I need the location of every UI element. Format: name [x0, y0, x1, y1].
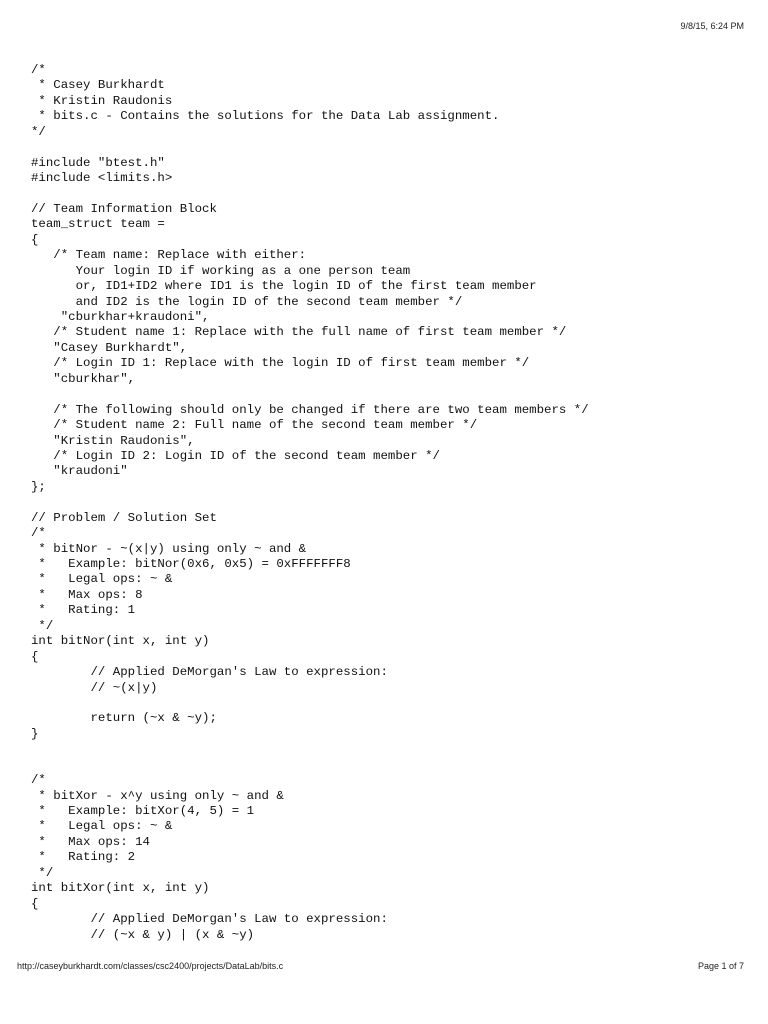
code-line: "cburkhar+kraudoni",: [31, 310, 210, 324]
code-line: */: [31, 124, 46, 139]
print-timestamp: 9/8/15, 6:24 PM: [680, 21, 744, 31]
code-line: [31, 387, 751, 402]
code-line: "Casey Burkhardt",: [31, 340, 188, 355]
code-line: "Kristin Raudonis",: [31, 433, 195, 448]
code-line: /* Login ID 1: Replace with the login ID of first team member */: [31, 356, 530, 371]
code-line: // Team Information Block: [31, 201, 217, 216]
code-line: * bitNor - ~(x|y) using only ~ and &: [31, 541, 307, 556]
code-line: int bitNor(int x, int y): [31, 634, 210, 649]
source-code-listing: [31, 63, 751, 943]
code-line: * Rating: 2: [31, 850, 136, 865]
code-line: * Max ops: 14: [31, 834, 150, 849]
code-line: * Casey Burkhardt: [31, 78, 165, 93]
code-line: {: [31, 649, 39, 664]
code-line: [31, 495, 751, 510]
code-line: // (~x & y) | (x & ~y): [31, 927, 255, 942]
code-line: [31, 696, 751, 711]
code-line: "cburkhar",: [31, 371, 136, 386]
code-line: /* Student name 2: Full name of the second team member */: [31, 418, 478, 433]
code-line: * bitXor - x^y using only ~ and &: [31, 788, 284, 803]
code-line: team_struct team =: [31, 217, 165, 232]
code-line: /*: [31, 526, 46, 541]
code-line: /*: [31, 63, 46, 77]
code-line: * Rating: 1: [31, 603, 136, 618]
code-line: // Applied DeMorgan's Law to expression:: [31, 665, 388, 680]
code-line: // Applied DeMorgan's Law to expression:: [31, 912, 388, 927]
code-line: /* Team name: Replace with either:: [31, 248, 307, 263]
code-line: or, ID1+ID2 where ID1 is the login ID of the first team member: [31, 279, 537, 294]
code-line: * Example: bitXor(4, 5) = 1: [31, 804, 255, 818]
code-line: [31, 758, 751, 773]
code-line: // Problem / Solution Set: [31, 510, 217, 525]
code-line: * Kristin Raudonis: [31, 93, 173, 108]
code-line: and ID2 is the login ID of the second team member */: [31, 294, 463, 309]
code-line: [31, 742, 751, 757]
code-line: #include <limits.h>: [31, 171, 173, 186]
code-line: [31, 140, 751, 155]
code-line: {: [31, 232, 39, 247]
code-line: * Legal ops: ~ &: [31, 572, 173, 587]
code-line: [31, 187, 751, 202]
code-line: * Example: bitNor(0x6, 0x5) = 0xFFFFFFF8: [31, 557, 351, 571]
code-line: * Max ops: 8: [31, 587, 143, 602]
code-line: // ~(x|y): [31, 680, 158, 695]
code-line: return (~x & ~y);: [31, 711, 217, 726]
code-line: #include "btest.h": [31, 155, 165, 170]
code-line: */: [31, 618, 54, 633]
code-line: /* Student name 1: Replace with the full name of first team member */: [31, 325, 567, 340]
code-line: Your login ID if working as a one person team: [31, 263, 411, 278]
code-line: * Legal ops: ~ &: [31, 819, 173, 834]
code-line: {: [31, 896, 39, 911]
code-line: * bits.c - Contains the solutions for the Data Lab assignment.: [31, 109, 500, 124]
source-url: http://caseyburkhardt.com/classes/csc2400/projects/DataLab/bits.c: [17, 961, 284, 971]
code-line: };: [31, 479, 46, 494]
code-line: "kraudoni": [31, 464, 128, 479]
code-line: int bitXor(int x, int y): [31, 881, 210, 896]
code-line: /* Login ID 2: Login ID of the second team member */: [31, 448, 440, 463]
code-line: */: [31, 865, 54, 880]
code-line: }: [31, 726, 39, 741]
page-number: Page 1 of 7: [697, 961, 744, 971]
code-line: /*: [31, 773, 46, 788]
code-line: /* The following should only be changed if there are two team members */: [31, 402, 589, 417]
